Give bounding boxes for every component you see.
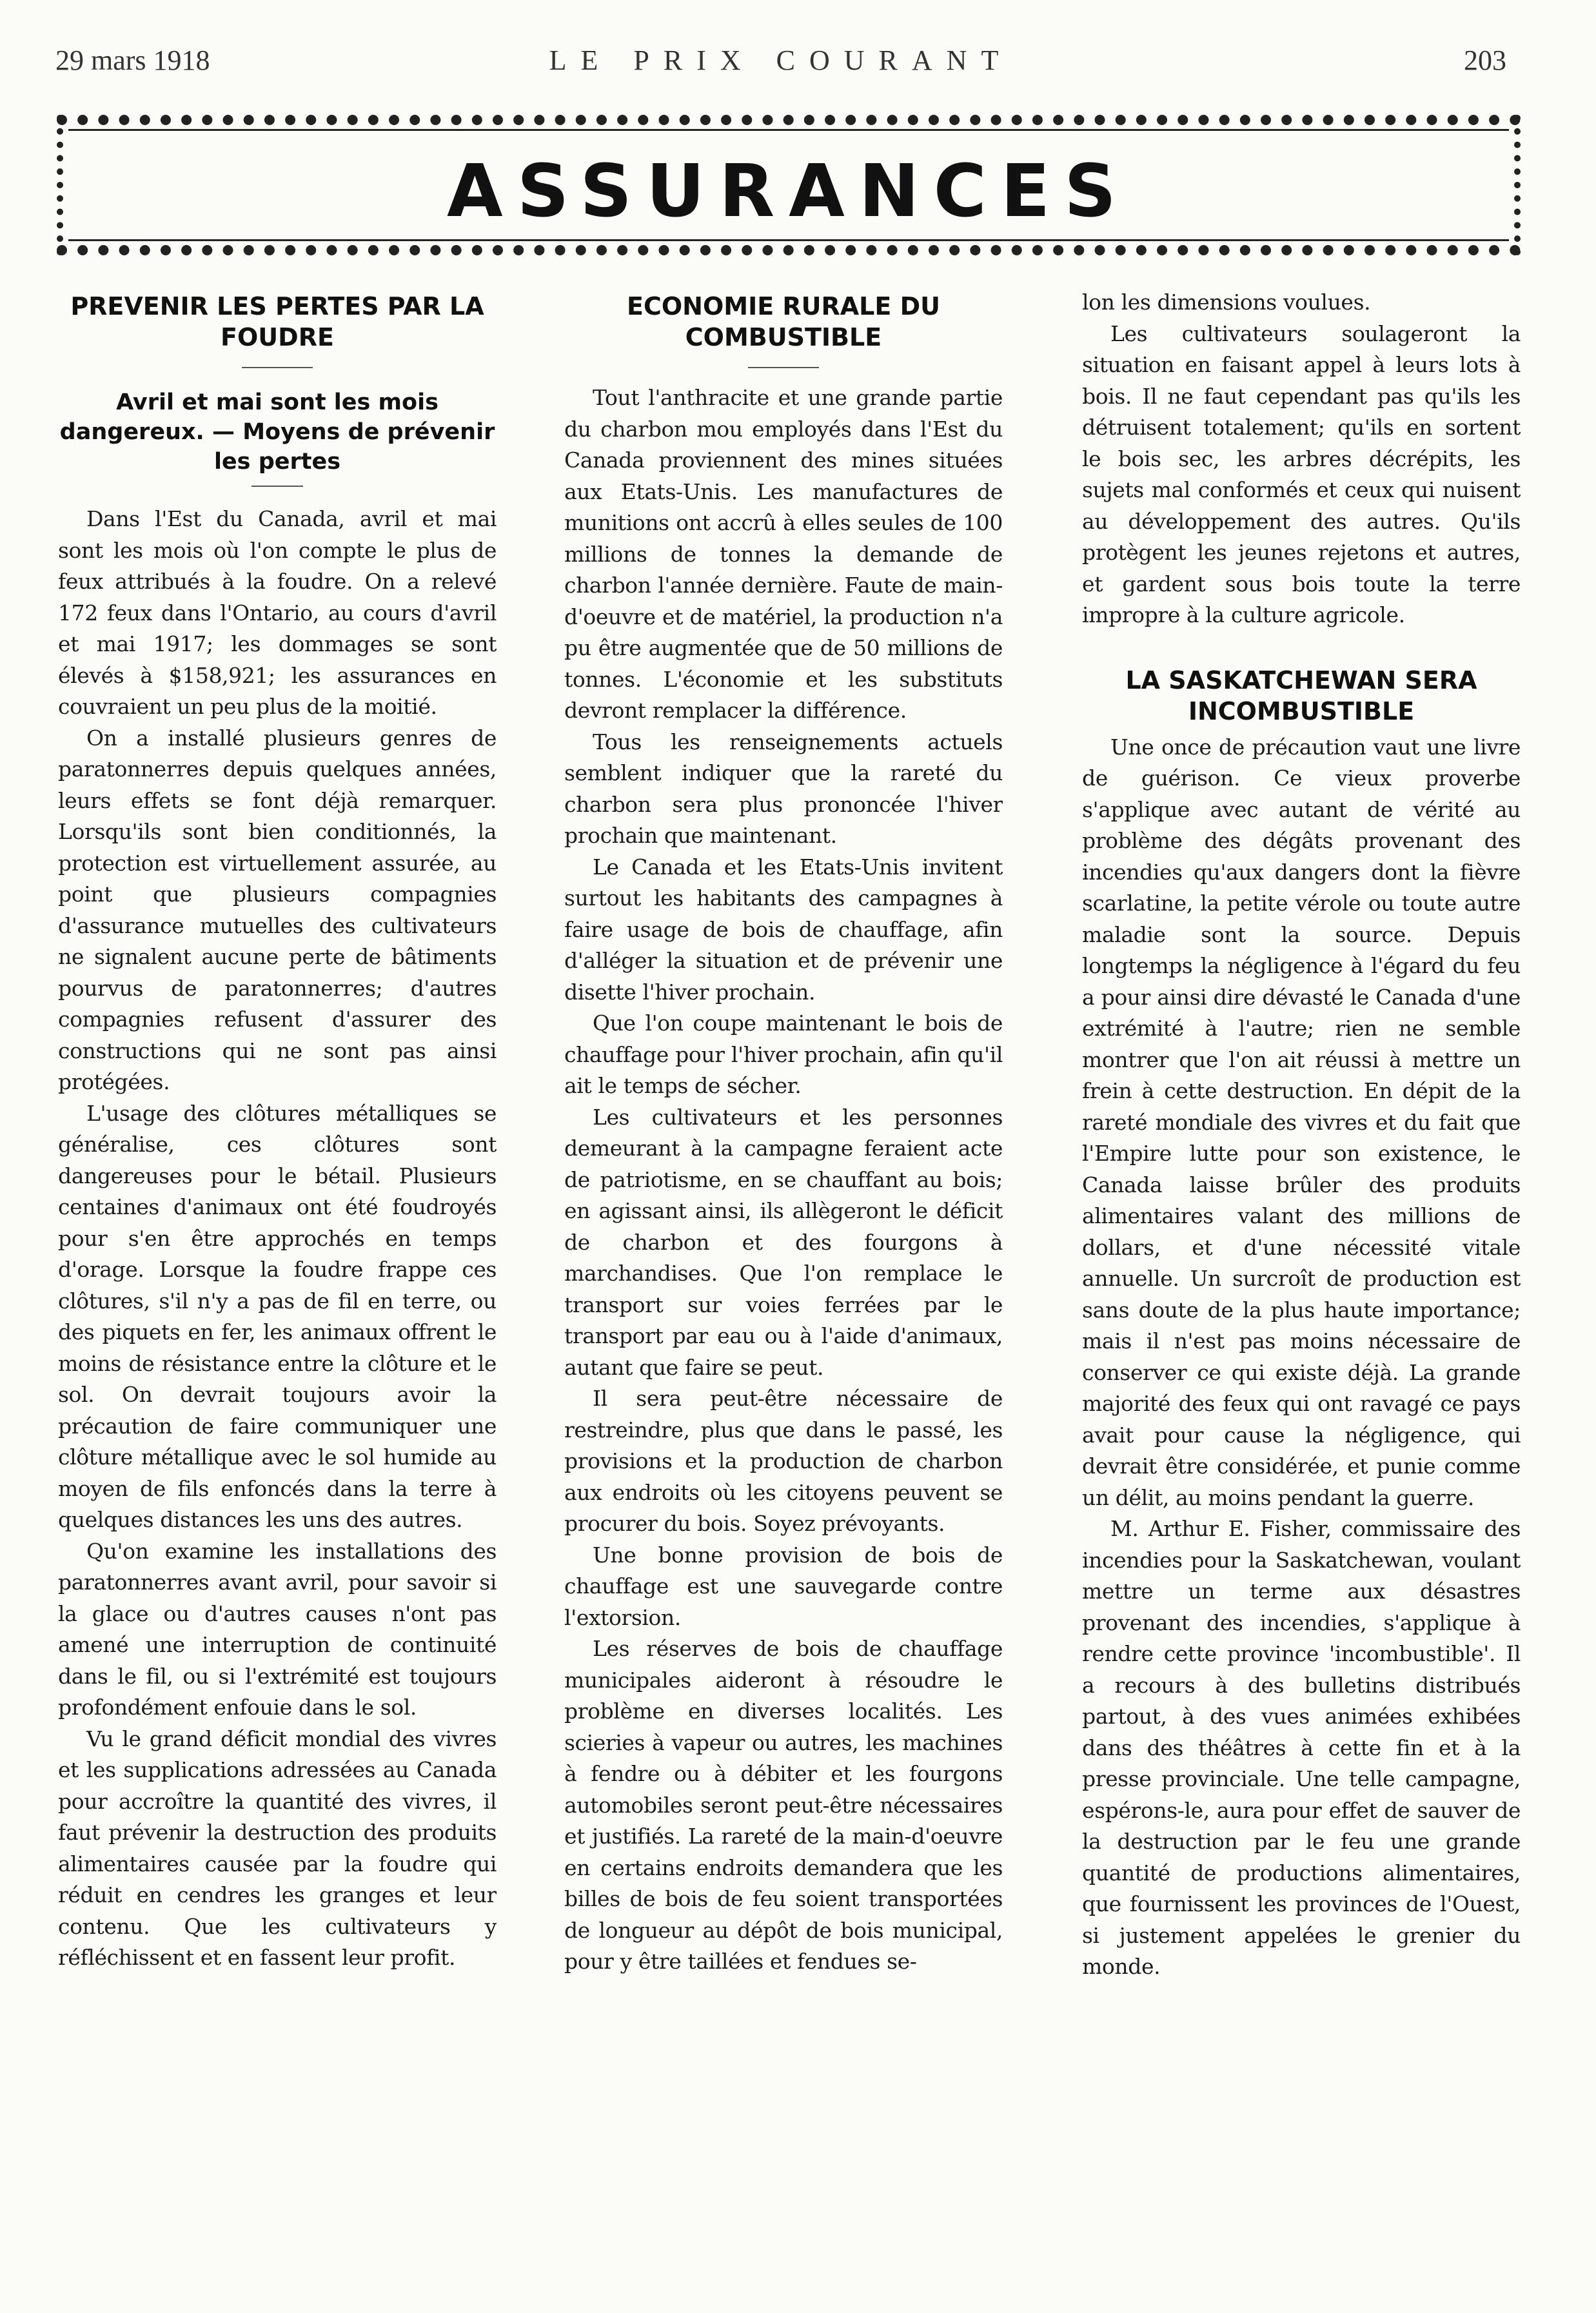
paragraph: Tout l'anthracite et une grande partie du charbon mou employés dans l'Est du Canada proviennent des mines situées aux Etats-Unis. Les manufactures de munitions ont accrû à elles seules de 100 millions de tonnes la demande de charbon l'année dernière. Faute de main-d'oeuvre et de matériel, la production n'a pu être augmentée que de 50 millions de tonnes. L'économie et les substituts devront remplacer la différence. bbox=[564, 385, 1003, 723]
article-headline: PREVENIR LES PERTES PAR LA FOUDRE bbox=[70, 292, 484, 351]
paragraph: Une once de précaution vaut une livre de guérison. Ce vieux proverbe s'applique avec autant de vérité au problème des dégâts provenant des incendies qu'aux dangers dont la fièvre scarlatine, la petite vérole ou toute autre maladie sont la source. Depuis longtemps la négligence à l'égard du feu a pour ainsi dire dévasté le Canada d'une extrémité à l'autre; rien ne semble montrer que l'on ait réussi à mettre un frein à cette destruction. En dépit de la rareté mondiale des vivres et du fait que l'Empire lutte pour son existence, le Canada laisse brûler des produits alimentaires valant des millions de dollars, et d'une nécessité vitale annuelle. Un surcroît de production est sans doute de la plus haute importance; mais il n'est pas moins nécessaire de conserver ce qui existe déjà. La grande majorité des feux qui ont ravagé ce pays avait pour cause la négligence, qui devrait être considérée, et punie comme un délit, au moins pendant la guerre. bbox=[1082, 734, 1521, 1510]
divider bbox=[748, 367, 819, 368]
article-column-lightning bbox=[58, 287, 497, 2273]
paragraph: Qu'on examine les installations des paratonnerres avant avril, pour savoir si la glace ou d'autres causes n'ont pas amené une interruption de continuité dans le fil, ou si l'extrémité est toujours profondément enfouie dans le sol. bbox=[58, 1538, 497, 1720]
paragraph: Les cultivateurs et les personnes demeurant à la campagne feraient acte de patriotisme, en se chauffant au bois; en agissant ainsi, ils allègeront le déficit de charbon et des fourgons à marchandises. Que l'on remplace le transport sur voies ferrées par le transport par eau ou à l'aide d'animaux, autant que faire se peut. bbox=[564, 1104, 1003, 1380]
paragraph: Vu le grand déficit mondial des vivres et les supplications adressées au Canada pour accroître la quantité des vivres, il faut prévenir la destruction des produits alimentaires causée par la foudre qui réduit en cendres les granges et leur contenu. Que les cultivateurs y réfléchissent et en fassent leur profit. bbox=[58, 1726, 497, 1970]
paragraph: Une bonne provision de bois de chauffage est une sauvegarde contre l'extorsion. bbox=[564, 1542, 1003, 1630]
article-column-fuel bbox=[564, 287, 1003, 2273]
article-column-saskatchewan bbox=[1082, 287, 1521, 2273]
paragraph: Le Canada et les Etats-Unis invitent surtout les habitants des campagnes à faire usage de bois de chauffage, afin d'alléger la situation et de prévenir une disette l'hiver prochain. bbox=[564, 854, 1003, 1005]
publication-title: LE PRIX COURANT bbox=[549, 44, 1013, 76]
paragraph: Il sera peut-être nécessaire de restreindre, plus que dans le passé, les provisions et la production de charbon aux endroits où les citoyens peuvent se procurer du bois. Soyez prévoyants. bbox=[564, 1386, 1003, 1536]
article-subhead: Avril et mai sont les mois dangereux. — Moyens de prévenir les pertes bbox=[59, 389, 495, 475]
issue-date: 29 mars 1918 bbox=[55, 44, 210, 76]
section-banner bbox=[57, 115, 1521, 255]
paragraph: Tous les renseignements actuels semblent indiquer que la rareté du charbon sera plus prononcée l'hiver prochain que maintenant. bbox=[564, 729, 1003, 848]
article-headline: ECONOMIE RURALE DU COMBUSTIBLE bbox=[627, 292, 940, 351]
article-headline: LA SASKATCHEWAN SERA INCOMBUSTIBLE bbox=[1125, 665, 1477, 725]
paragraph: L'usage des clôtures métalliques se généralise, ces clôtures sont dangereuses pour le bétail. Plusieurs centaines d'animaux ont été foudroyés pour s'en être approchés en temps d'orage. Lorsque la foudre frappe ces clôtures, s'il n'y a pas de fil en terre, ou des piquets en fer, les animaux offrent le moins de résistance entre la clôture et le sol. On devrait toujours avoir la précaution de faire communiquer une clôture métallique avec le sol humide au moyen de fils enfoncés dans la terre à quelques distances les uns des autres. bbox=[58, 1100, 497, 1532]
paragraph: Les cultivateurs soulageront la situation en faisant appel à leurs lots à bois. Il ne faut cependant pas qu'ils les détruisent totalement; qu'ils en sortent le bois sec, les arbres décrépits, les sujets mal conformés et ceux qui nuisent au développement des autres. Qu'ils protègent les jeunes rejetons et autres, et gardent sous bois toute la terre impropre à la culture agricole. bbox=[1082, 320, 1521, 627]
paragraph: On a installé plusieurs genres de paratonnerres depuis quelques années, leurs effets se font déjà remarquer. Lorsqu'ils sont bien conditionnés, la protection est virtuellement assurée, au point que plusieurs compagnies d'assurance mutuelles des cultivateurs ne signalent aucune perte de bâtiments pourvus de paratonnerres; d'autres compagnies refusent d'assurer des constructions qui ne sont pas ainsi protégées. bbox=[58, 725, 497, 1094]
section-title: ASSURANCES bbox=[447, 150, 1130, 233]
divider bbox=[242, 367, 313, 368]
paragraph: Les réserves de bois de chauffage municipales aideront à résoudre le problème en diverses localités. Les scieries à vapeur ou autres, les machines à fendre ou à débiter et les fourgons automobiles seront peut-être nécessaires et justifiés. La rareté de la main-d'oeuvre en certains endroits demandera que les billes de bois de feu soient transportées de longueur au dépôt de bois municipal, pour y être taillées et fendues se- bbox=[564, 1636, 1003, 1974]
divider bbox=[251, 486, 303, 487]
page-number: 203 bbox=[1464, 44, 1506, 76]
paragraph: Que l'on coupe maintenant le bois de chauffage pour l'hiver prochain, afin qu'il ait le temps de sécher. bbox=[564, 1010, 1003, 1098]
paragraph-continued: lon les dimensions voulues. bbox=[1082, 290, 1371, 315]
paragraph: Dans l'Est du Canada, avril et mai sont les mois où l'on compte le plus de feux attribués à la foudre. On a relevé 172 feux dans l'Ontario, au cours d'avril et mai 1917; les dommages se sont élevés à $158,921; les assurances en couvraient un peu plus de la moitié. bbox=[58, 506, 497, 719]
running-head bbox=[55, 44, 1506, 83]
paragraph: M. Arthur E. Fisher, commissaire des incendies pour la Saskatchewan, voulant mettre un terme aux désastres provenant des incendies, s'applique à rendre cette province 'incombustible'. Il a recours à des bulletins distribués partout, à des vues animées exhibées dans des théâtres à cette fin et à la presse provinciale. Une telle campagne, espérons-le, aura pour effet de sauver de la destruction par le feu une grande quantité de productions alimentaires, que fournissent les provinces de l'Ouest, si justement appelées le grenier du monde. bbox=[1082, 1516, 1521, 1979]
